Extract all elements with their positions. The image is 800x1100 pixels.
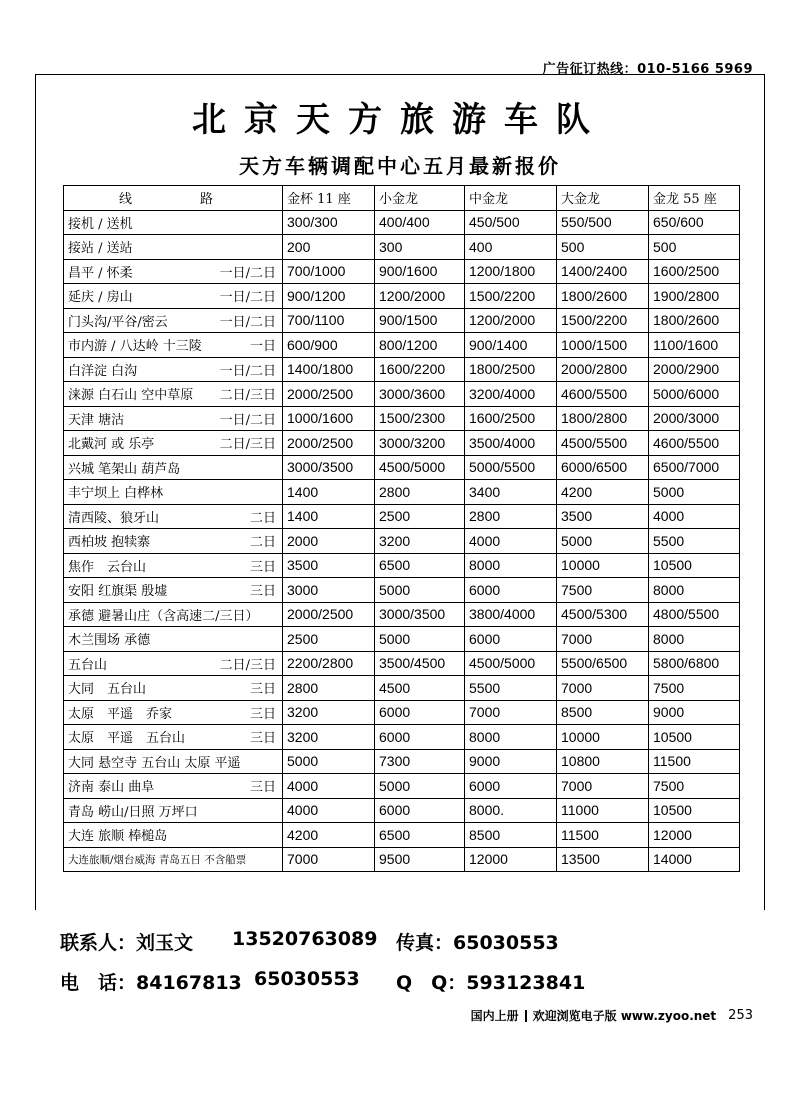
price-cell: 2000/2500 bbox=[283, 602, 375, 627]
route-name: 焦作 云台山 bbox=[68, 559, 147, 575]
contact-person: 联系人：刘玉文 bbox=[60, 932, 194, 954]
route-name: 大同 五台山 bbox=[68, 682, 147, 698]
price-cell: 6000 bbox=[375, 700, 465, 725]
price-cell: 300 bbox=[375, 235, 465, 260]
price-cell: 1400/2400 bbox=[557, 259, 649, 284]
route-days: 一日/二日 bbox=[219, 265, 276, 281]
price-cell: 5800/6800 bbox=[649, 651, 740, 676]
price-cell: 1400/1800 bbox=[283, 357, 375, 382]
price-cell: 12000 bbox=[465, 847, 557, 872]
price-cell: 900/1200 bbox=[283, 284, 375, 309]
route-name: 门头沟/平谷/密云 bbox=[68, 314, 168, 330]
price-cell: 12000 bbox=[649, 823, 740, 848]
price-cell: 800/1200 bbox=[375, 333, 465, 358]
price-cell: 2000/2800 bbox=[557, 357, 649, 382]
route-name: 白洋淀 白沟 bbox=[68, 363, 138, 379]
price-cell: 5000 bbox=[375, 578, 465, 603]
route-name: 太原 平遥 乔家 bbox=[68, 706, 173, 722]
route-days: 二日/三日 bbox=[219, 657, 276, 673]
price-cell: 10500 bbox=[649, 798, 740, 823]
price-cell: 1500/2200 bbox=[557, 308, 649, 333]
price-cell: 4000 bbox=[649, 504, 740, 529]
table-row bbox=[64, 798, 740, 823]
route-cell bbox=[64, 333, 283, 358]
price-cell: 1400 bbox=[283, 480, 375, 505]
route-days: 三日 bbox=[249, 780, 276, 796]
price-cell: 900/1500 bbox=[375, 308, 465, 333]
price-cell: 300/300 bbox=[283, 210, 375, 235]
price-cell: 900/1400 bbox=[465, 333, 557, 358]
route-days bbox=[276, 213, 278, 232]
page-number: 253 bbox=[728, 1008, 753, 1023]
table-row bbox=[64, 847, 740, 872]
price-cell: 7500 bbox=[649, 676, 740, 701]
price-cell: 8000 bbox=[465, 553, 557, 578]
route-cell bbox=[64, 259, 283, 284]
table-row bbox=[64, 406, 740, 431]
route-name: 延庆 / 房山 bbox=[68, 290, 133, 306]
column-header: 金杯 11 座 bbox=[283, 186, 375, 211]
route-cell bbox=[64, 529, 283, 554]
price-cell: 2800 bbox=[465, 504, 557, 529]
route-days bbox=[276, 801, 278, 820]
route-cell bbox=[64, 578, 283, 603]
route-cell bbox=[64, 382, 283, 407]
price-cell: 3200 bbox=[283, 700, 375, 725]
route-name: 济南 泰山 曲阜 bbox=[68, 780, 155, 796]
table-row bbox=[64, 504, 740, 529]
route-name: 兴城 笔架山 葫芦岛 bbox=[68, 461, 181, 477]
price-cell: 5000 bbox=[375, 774, 465, 799]
route-name: 北戴河 或 乐亭 bbox=[68, 437, 155, 453]
price-cell: 500 bbox=[557, 235, 649, 260]
price-cell: 1200/2000 bbox=[375, 284, 465, 309]
price-cell: 1200/1800 bbox=[465, 259, 557, 284]
price-cell: 500 bbox=[649, 235, 740, 260]
price-cell: 2000 bbox=[283, 529, 375, 554]
contact-mobile: 13520763089 bbox=[232, 928, 378, 950]
footer-section: 国内上册 bbox=[470, 1009, 519, 1023]
price-cell: 7000 bbox=[557, 627, 649, 652]
column-header: 大金龙 bbox=[557, 186, 649, 211]
route-cell bbox=[64, 774, 283, 799]
price-cell: 10000 bbox=[557, 725, 649, 750]
price-cell: 900/1600 bbox=[375, 259, 465, 284]
price-cell: 5000 bbox=[557, 529, 649, 554]
table-row bbox=[64, 774, 740, 799]
price-cell: 3000/3500 bbox=[283, 455, 375, 480]
column-header: 线 路 bbox=[64, 186, 283, 211]
column-header: 小金龙 bbox=[375, 186, 465, 211]
price-cell: 6000 bbox=[465, 627, 557, 652]
price-cell: 5500 bbox=[649, 529, 740, 554]
route-days: 三日 bbox=[249, 706, 276, 722]
price-cell: 11500 bbox=[557, 823, 649, 848]
price-cell: 8000. bbox=[465, 798, 557, 823]
table-header-row bbox=[64, 186, 740, 211]
route-cell bbox=[64, 431, 283, 456]
table-row bbox=[64, 725, 740, 750]
route-cell bbox=[64, 823, 283, 848]
route-days: 三日 bbox=[249, 559, 276, 575]
price-cell: 7500 bbox=[649, 774, 740, 799]
price-cell: 6500/7000 bbox=[649, 455, 740, 480]
price-cell: 7000 bbox=[465, 700, 557, 725]
price-cell: 7000 bbox=[557, 676, 649, 701]
route-cell bbox=[64, 480, 283, 505]
route-cell bbox=[64, 210, 283, 235]
price-cell: 4600/5500 bbox=[649, 431, 740, 456]
route-name: 西柏坡 抱犊寨 bbox=[68, 535, 151, 551]
table-row bbox=[64, 676, 740, 701]
route-cell bbox=[64, 308, 283, 333]
price-cell: 200 bbox=[283, 235, 375, 260]
route-name: 青岛 崂山/日照 万坪口 bbox=[68, 804, 198, 820]
price-cell: 7300 bbox=[375, 749, 465, 774]
route-cell bbox=[64, 504, 283, 529]
price-cell: 6500 bbox=[375, 823, 465, 848]
price-cell: 1600/2500 bbox=[649, 259, 740, 284]
contact-qq: Q Q：593123841 bbox=[396, 972, 586, 994]
price-cell: 11000 bbox=[557, 798, 649, 823]
price-cell: 4500/5000 bbox=[465, 651, 557, 676]
price-cell: 8000 bbox=[465, 725, 557, 750]
table-row bbox=[64, 210, 740, 235]
route-days bbox=[276, 237, 278, 256]
route-days: 二日 bbox=[249, 510, 276, 526]
table-row bbox=[64, 333, 740, 358]
route-name: 昌平 / 怀柔 bbox=[68, 265, 133, 281]
price-cell: 450/500 bbox=[465, 210, 557, 235]
table-row bbox=[64, 578, 740, 603]
price-cell: 11500 bbox=[649, 749, 740, 774]
table-row bbox=[64, 823, 740, 848]
price-cell: 1900/2800 bbox=[649, 284, 740, 309]
price-cell: 5000/6000 bbox=[649, 382, 740, 407]
route-name: 涞源 白石山 空中草原 bbox=[68, 388, 194, 404]
price-cell: 2000/3000 bbox=[649, 406, 740, 431]
route-cell bbox=[64, 627, 283, 652]
price-cell: 3000 bbox=[283, 578, 375, 603]
price-cell: 600/900 bbox=[283, 333, 375, 358]
price-cell: 4500/5300 bbox=[557, 602, 649, 627]
contact-phone-2: 65030553 bbox=[254, 968, 360, 990]
price-cell: 2000/2900 bbox=[649, 357, 740, 382]
price-cell: 3400 bbox=[465, 480, 557, 505]
price-cell: 1500/2300 bbox=[375, 406, 465, 431]
price-cell: 9500 bbox=[375, 847, 465, 872]
route-cell bbox=[64, 602, 283, 627]
route-name: 太原 平遥 五台山 bbox=[68, 731, 186, 747]
route-name: 接站 / 送站 bbox=[68, 241, 133, 257]
route-days bbox=[276, 825, 278, 844]
price-cell: 2000/2500 bbox=[283, 431, 375, 456]
price-cell: 5000 bbox=[375, 627, 465, 652]
price-cell: 1800/2800 bbox=[557, 406, 649, 431]
price-cell: 2800 bbox=[283, 676, 375, 701]
price-cell: 6500 bbox=[375, 553, 465, 578]
contact-fax: 传真：65030553 bbox=[396, 932, 559, 954]
route-days bbox=[276, 752, 278, 771]
route-cell bbox=[64, 284, 283, 309]
price-cell: 550/500 bbox=[557, 210, 649, 235]
table-row bbox=[64, 235, 740, 260]
price-cell: 4000 bbox=[465, 529, 557, 554]
route-name: 丰宁坝上 白桦林 bbox=[68, 486, 164, 502]
table-row bbox=[64, 382, 740, 407]
table-row bbox=[64, 700, 740, 725]
route-days bbox=[276, 852, 278, 867]
table-row bbox=[64, 627, 740, 652]
price-cell: 8500 bbox=[557, 700, 649, 725]
table-row bbox=[64, 455, 740, 480]
route-days: 二日/三日 bbox=[219, 437, 276, 453]
route-days bbox=[276, 482, 278, 501]
route-days: 一日/二日 bbox=[219, 314, 276, 330]
price-cell: 6000 bbox=[465, 774, 557, 799]
route-days: 三日 bbox=[249, 682, 276, 698]
price-cell: 4000 bbox=[283, 774, 375, 799]
price-cell: 1600/2500 bbox=[465, 406, 557, 431]
route-cell bbox=[64, 406, 283, 431]
route-days bbox=[276, 605, 278, 624]
price-cell: 10000 bbox=[557, 553, 649, 578]
route-cell bbox=[64, 235, 283, 260]
column-header: 中金龙 bbox=[465, 186, 557, 211]
price-cell: 5000 bbox=[283, 749, 375, 774]
price-table bbox=[63, 185, 740, 872]
route-name: 清西陵、狼牙山 bbox=[68, 510, 160, 526]
price-cell: 400/400 bbox=[375, 210, 465, 235]
price-cell: 7500 bbox=[557, 578, 649, 603]
price-cell: 1800/2600 bbox=[649, 308, 740, 333]
price-cell: 2800 bbox=[375, 480, 465, 505]
route-name: 大同 悬空寺 五台山 太原 平遥 bbox=[68, 755, 241, 771]
price-cell: 1400 bbox=[283, 504, 375, 529]
route-cell bbox=[64, 553, 283, 578]
route-cell bbox=[64, 725, 283, 750]
route-name: 市内游 / 八达岭 十三陵 bbox=[68, 339, 202, 355]
route-cell bbox=[64, 700, 283, 725]
table-row bbox=[64, 651, 740, 676]
price-cell: 1600/2200 bbox=[375, 357, 465, 382]
price-cell: 5000 bbox=[649, 480, 740, 505]
footer-slogan: 欢迎浏览电子版 www.zyoo.net bbox=[532, 1009, 717, 1023]
price-cell: 3500 bbox=[283, 553, 375, 578]
page-title: 北京天方旅游车队 bbox=[192, 100, 608, 140]
route-days: 二日/三日 bbox=[219, 388, 276, 404]
price-cell: 1000/1600 bbox=[283, 406, 375, 431]
table-row bbox=[64, 602, 740, 627]
table-row bbox=[64, 308, 740, 333]
price-cell: 400 bbox=[465, 235, 557, 260]
price-cell: 4000 bbox=[283, 798, 375, 823]
price-cell: 10500 bbox=[649, 725, 740, 750]
price-cell: 10800 bbox=[557, 749, 649, 774]
price-cell: 6000 bbox=[375, 798, 465, 823]
price-cell: 700/1000 bbox=[283, 259, 375, 284]
price-cell: 2000/2500 bbox=[283, 382, 375, 407]
price-cell: 5500 bbox=[465, 676, 557, 701]
route-name: 承德 避暑山庄（含高速二/三日） bbox=[68, 608, 259, 624]
price-cell: 1100/1600 bbox=[649, 333, 740, 358]
table-row bbox=[64, 553, 740, 578]
price-cell: 1800/2500 bbox=[465, 357, 557, 382]
price-cell: 4200 bbox=[557, 480, 649, 505]
route-cell bbox=[64, 455, 283, 480]
column-header: 金龙 55 座 bbox=[649, 186, 740, 211]
price-cell: 3200 bbox=[375, 529, 465, 554]
route-cell bbox=[64, 798, 283, 823]
price-cell: 4500 bbox=[375, 676, 465, 701]
table-row bbox=[64, 749, 740, 774]
price-cell: 3500/4000 bbox=[465, 431, 557, 456]
price-cell: 7000 bbox=[283, 847, 375, 872]
route-days: 一日 bbox=[249, 339, 276, 355]
table-row bbox=[64, 357, 740, 382]
price-cell: 7000 bbox=[557, 774, 649, 799]
route-days bbox=[276, 629, 278, 648]
price-cell: 650/600 bbox=[649, 210, 740, 235]
price-cell: 2200/2800 bbox=[283, 651, 375, 676]
price-cell: 8000 bbox=[649, 627, 740, 652]
price-cell: 1800/2600 bbox=[557, 284, 649, 309]
route-name: 木兰围场 承德 bbox=[68, 633, 151, 649]
price-cell: 4800/5500 bbox=[649, 602, 740, 627]
route-cell bbox=[64, 357, 283, 382]
route-name: 天津 塘沽 bbox=[68, 412, 125, 428]
table-row bbox=[64, 480, 740, 505]
route-name: 大连 旅顺 棒槌岛 bbox=[68, 829, 168, 845]
price-cell: 8000 bbox=[649, 578, 740, 603]
price-cell: 4200 bbox=[283, 823, 375, 848]
price-cell: 3000/3200 bbox=[375, 431, 465, 456]
price-cell: 5000/5500 bbox=[465, 455, 557, 480]
page-footer bbox=[471, 1007, 753, 1024]
route-name: 安阳 红旗渠 殷墟 bbox=[68, 584, 168, 600]
route-cell bbox=[64, 847, 283, 872]
price-cell: 6000/6500 bbox=[557, 455, 649, 480]
route-days: 一日/二日 bbox=[219, 412, 276, 428]
route-cell bbox=[64, 676, 283, 701]
route-days: 二日 bbox=[249, 535, 276, 551]
price-cell: 9000 bbox=[649, 700, 740, 725]
price-cell: 6000 bbox=[465, 578, 557, 603]
price-cell: 2500 bbox=[283, 627, 375, 652]
price-cell: 1000/1500 bbox=[557, 333, 649, 358]
route-days bbox=[276, 458, 278, 477]
price-cell: 3800/4000 bbox=[465, 602, 557, 627]
route-name: 大连旅顺/烟台威海 青岛五日 不含船票 bbox=[68, 853, 247, 866]
price-cell: 6000 bbox=[375, 725, 465, 750]
price-cell: 3000/3500 bbox=[375, 602, 465, 627]
price-cell: 13500 bbox=[557, 847, 649, 872]
route-days: 三日 bbox=[249, 731, 276, 747]
table-row bbox=[64, 284, 740, 309]
table-row bbox=[64, 431, 740, 456]
price-cell: 9000 bbox=[465, 749, 557, 774]
page-subtitle: 天方车辆调配中心五月最新报价 bbox=[239, 154, 561, 178]
table-row bbox=[64, 259, 740, 284]
price-cell: 1200/2000 bbox=[465, 308, 557, 333]
price-cell: 3500 bbox=[557, 504, 649, 529]
price-cell: 8500 bbox=[465, 823, 557, 848]
price-cell: 4600/5500 bbox=[557, 382, 649, 407]
price-cell: 4500/5000 bbox=[375, 455, 465, 480]
route-days: 一日/二日 bbox=[219, 363, 276, 379]
route-name: 五台山 bbox=[68, 657, 108, 673]
route-cell bbox=[64, 651, 283, 676]
price-cell: 4500/5500 bbox=[557, 431, 649, 456]
contact-phone: 电 话：84167813 bbox=[60, 972, 242, 994]
route-cell bbox=[64, 749, 283, 774]
route-days: 三日 bbox=[249, 584, 276, 600]
route-days: 一日/二日 bbox=[219, 290, 276, 306]
price-cell: 3200 bbox=[283, 725, 375, 750]
price-cell: 3000/3600 bbox=[375, 382, 465, 407]
price-cell: 700/1100 bbox=[283, 308, 375, 333]
price-cell: 10500 bbox=[649, 553, 740, 578]
price-cell: 2500 bbox=[375, 504, 465, 529]
price-cell: 3200/4000 bbox=[465, 382, 557, 407]
price-cell: 5500/6500 bbox=[557, 651, 649, 676]
price-cell: 3500/4500 bbox=[375, 651, 465, 676]
price-cell: 1500/2200 bbox=[465, 284, 557, 309]
footer-divider bbox=[525, 1010, 527, 1022]
route-name: 接机 / 送机 bbox=[68, 216, 133, 232]
price-cell: 14000 bbox=[649, 847, 740, 872]
table-row bbox=[64, 529, 740, 554]
ad-hotline: 广告征订热线：010-5166 5969 bbox=[542, 62, 753, 77]
